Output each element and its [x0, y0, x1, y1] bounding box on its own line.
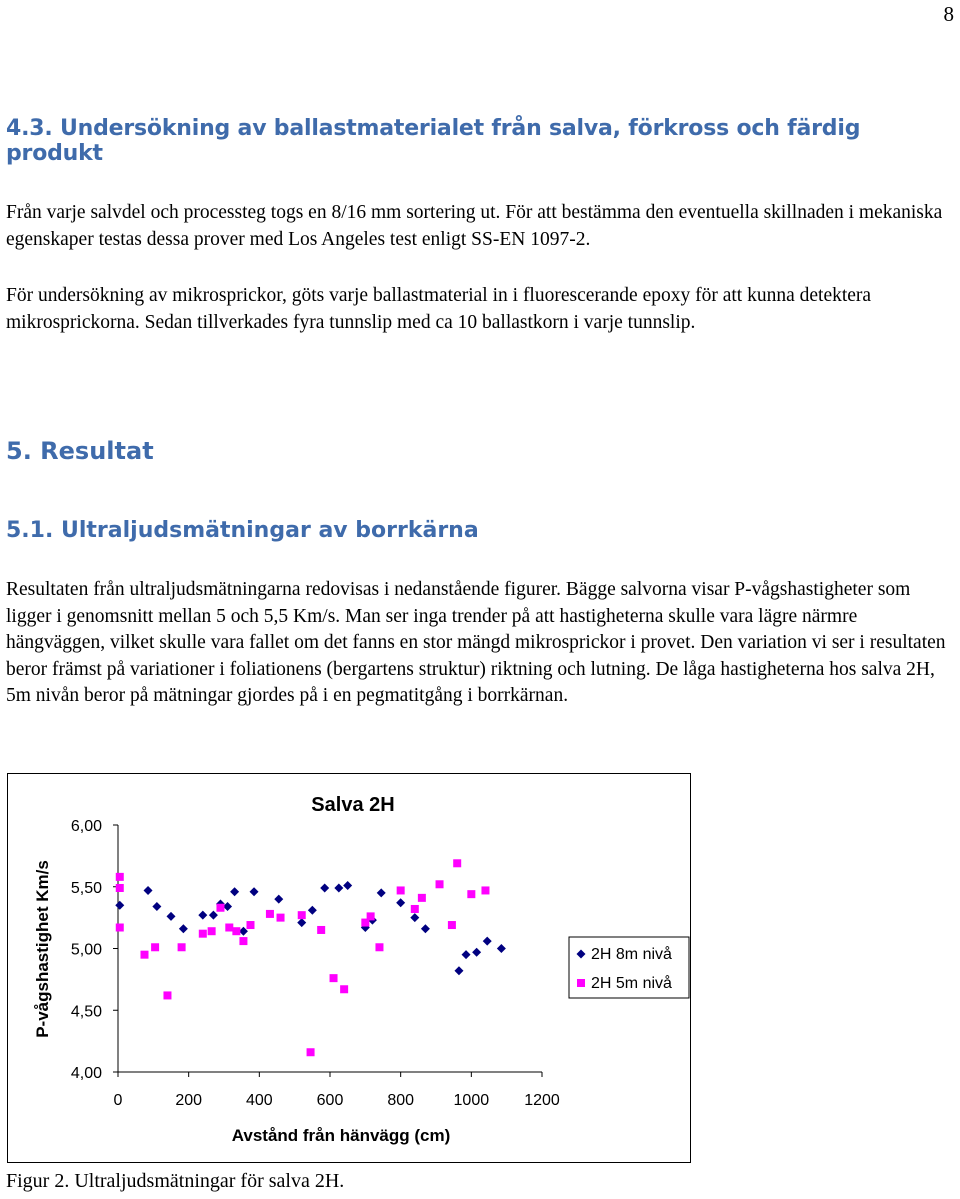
data-point-5m [453, 859, 461, 867]
data-point-5m [330, 974, 338, 982]
x-tick-label: 200 [175, 1092, 203, 1109]
data-point-8m [483, 937, 492, 946]
y-tick-label: 4,00 [70, 1065, 102, 1082]
data-point-8m [396, 898, 405, 907]
axes [71, 818, 560, 1109]
x-tick-label: 0 [113, 1092, 123, 1109]
data-point-5m [467, 890, 475, 898]
section-heading-5-1: 5.1. Ultraljudsmätningar av borrkärna [6, 518, 479, 543]
data-point-5m [199, 930, 207, 938]
y-tick-label: 5,00 [70, 941, 102, 959]
data-point-5m [375, 943, 383, 951]
figure-caption: Figur 2. Ultraljudsmätningar för salva 2H. [6, 1170, 345, 1192]
legend-marker [577, 979, 585, 987]
x-axis-label: Avstånd från hänvägg (cm) [231, 1126, 451, 1145]
section-heading-5: 5. Resultat [6, 437, 154, 465]
data-point-8m [198, 911, 207, 920]
data-point-8m [421, 924, 430, 933]
data-point-5m [239, 937, 247, 945]
data-point-5m [436, 880, 444, 888]
legend-label: 2H 8m nivå [591, 946, 672, 963]
data-point-5m [247, 921, 255, 929]
data-point-5m [225, 924, 233, 932]
data-point-5m [208, 927, 216, 935]
y-tick-label: 6,00 [70, 818, 102, 835]
data-point-5m [116, 873, 124, 881]
legend-label: 2H 5m nivå [591, 975, 672, 992]
data-point-5m [277, 914, 285, 922]
scatter-chart [8, 774, 692, 1164]
paragraph: För undersökning av mikrosprickor, göts varje ballastmaterial in i fluorescerande epoxy för att kunna detektera mikrosprickorna. Sedan tillverkades fyra tunnslip med ca 10 ballastkorn i varje tunnslip. [6, 285, 872, 333]
data-point-5m [298, 911, 306, 919]
x-tick-label: 400 [245, 1092, 273, 1109]
data-point-8m [497, 944, 506, 953]
x-tick-label: 1000 [453, 1092, 490, 1109]
data-point-8m [320, 883, 329, 892]
data-point-5m [216, 904, 224, 912]
data-point-8m [377, 888, 386, 897]
legend [569, 937, 689, 998]
chart-title: Salva 2H [311, 794, 395, 816]
data-point-5m [178, 943, 186, 951]
data-point-5m [418, 894, 426, 902]
y-axis-label: P-vågshastighet Km/s [33, 860, 52, 1038]
y-tick-label: 5,50 [70, 879, 102, 897]
paragraph: Från varje salvdel och processteg togs en 8/16 mm sortering ut. För att bestämma den eventuella skillnaden i mekaniska egenskaper testas dessa prover med Los Angeles test enligt SS-EN 1097-2. [6, 202, 943, 250]
data-point-5m [448, 921, 456, 929]
data-point-5m [397, 886, 405, 894]
data-point-5m [116, 924, 124, 932]
data-point-8m [410, 913, 419, 922]
data-point-5m [163, 991, 171, 999]
data-point-8m [308, 906, 317, 915]
data-point-8m [297, 918, 306, 927]
data-point-5m [232, 927, 240, 935]
data-point-5m [411, 905, 419, 913]
data-point-8m [274, 895, 283, 904]
data-point-8m [462, 950, 471, 959]
data-point-8m [343, 881, 352, 890]
data-point-8m [152, 902, 161, 911]
data-point-5m [340, 985, 348, 993]
data-point-5m [481, 886, 489, 894]
data-point-5m [307, 1048, 315, 1056]
data-point-5m [266, 910, 274, 918]
data-point-8m [167, 912, 176, 921]
x-tick-label: 1200 [524, 1092, 560, 1109]
data-point-8m [334, 883, 343, 892]
data-point-5m [141, 951, 149, 959]
paragraph: Resultaten från ultraljudsmätningarna redovisas i nedanstående figurer. Bägge salvorna visar P-vågshastigheter som ligger i genomsnitt mellan 5 och 5,5 Km/s. Man ser inga trender på att hastigheterna skulle vara lägre närmre hängväggen, vilket skulle vara fallet om det fanns en stor mängd mikrosprickor i provet. Den variation vi ser i resultaten beror främst på variationer i foliationens (bergartens struktur) riktning och lutning. De låga hastigheterna hos salva 2H, 5m nivån beror på mätningar gjordes på i en pegmatitgång i borrkärnan. [6, 579, 946, 706]
data-point-5m [317, 926, 325, 934]
x-tick-label: 600 [316, 1092, 344, 1109]
data-point-8m [250, 887, 259, 896]
data-point-8m [115, 901, 124, 910]
data-point-8m [179, 924, 188, 933]
data-points [115, 859, 506, 1056]
data-point-5m [116, 884, 124, 892]
section-heading-4-3: 4.3. Undersökning av ballastmaterialet från salva, förkross och färdig produkt [6, 116, 861, 166]
data-point-8m [472, 948, 481, 957]
page-number: 8 [943, 2, 954, 26]
data-point-8m [144, 886, 153, 895]
data-point-8m [230, 887, 239, 896]
x-tick-label: 800 [387, 1092, 415, 1109]
chart-frame [7, 773, 691, 1163]
data-point-8m [454, 966, 463, 975]
data-point-5m [151, 943, 159, 951]
data-point-5m [367, 912, 375, 920]
y-tick-label: 4,50 [70, 1003, 102, 1021]
data-point-8m [209, 911, 218, 920]
